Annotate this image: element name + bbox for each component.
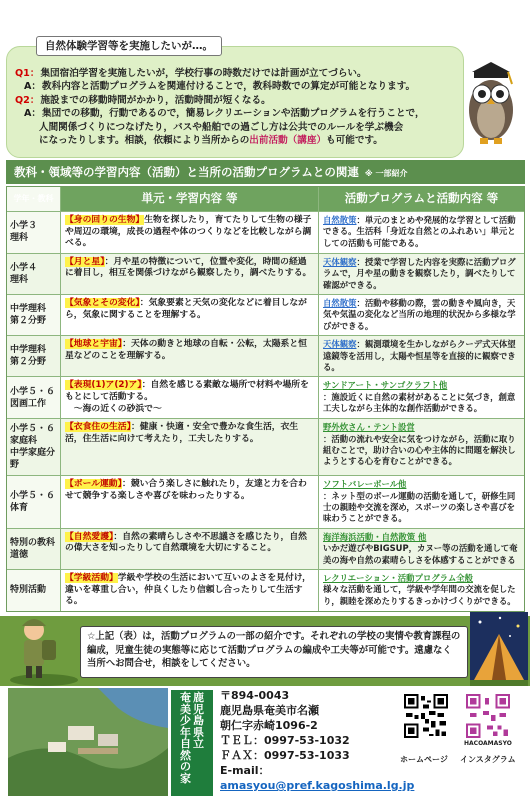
subject-line: 体育 [10,503,29,514]
program-text: ：活動や移動の際，雲の動きや風向き，天気や気温の変化など当所の地理的状況から多様な学びができる。 [323,298,516,331]
qa-text-pre: になったりします。相談，依頼により当所からの [39,135,250,147]
unit-tag: 【学級活動】 [65,573,118,584]
unit-text: ：自然の素晴らしさや不思議さを感じたり，自然の偉大さを知ったりして自然環境を大切にすること。 [65,531,307,554]
cell-unit [61,419,319,475]
subject-line: 図画工作 [10,398,47,409]
program-text: いかだ遊びやBIGSUP，カヌー等の活動を通して奄美の海や自然の素晴らしさを体感することができる [323,543,518,565]
subject-line: 中学理科 [10,304,47,315]
program-name: 海洋海浜活動・自然散策 他 [323,531,427,542]
unit-text: 学級や学校の生活において互いのよさを見付け，違いを尊重し合い，仲良くしたり信頼し合ったりして生活する。 [65,573,311,607]
qa-title: 自然体験学習等を実施したいが…。 [36,36,222,56]
qa-line [15,67,455,80]
unit-tag: 【月と星】 [65,256,105,267]
subject-line: 特別の教科 [10,537,56,548]
cell-subject [7,212,61,253]
qa-line [15,94,455,107]
unit-tag: 【身の回りの生物】 [65,215,145,225]
subject-line: 理科 [10,233,29,244]
program-name: 野外炊さん・テント設営 [323,422,415,433]
subject-line: 第２分野 [10,316,47,327]
subject-line: 中学家庭分野 [10,448,56,471]
unit-text: ：健康・快適・安全で豊かな食生活，衣生活，住生活に向けて考えたり，工夫したりする。 [65,422,299,444]
unit-tag: 【ボール運動】 [65,479,123,490]
table-row [7,376,524,418]
qa-text [39,134,455,147]
table-row [7,528,524,569]
table-heading [6,160,525,184]
unit-tag: 【衣食住の生活】 [65,422,131,433]
unit-tag: 【自然愛護】 [65,531,114,542]
subject-line: 小学４ [10,262,38,273]
tent-illustration [470,612,528,686]
cell-unit [61,570,319,611]
header-unit: 単元・学習内容 等 [61,187,319,211]
qa-text-post: も可能です。 [326,135,383,147]
table-row [7,475,524,528]
qa-line [15,134,455,147]
table-header-row [7,187,524,211]
note-box: ☆上記（表）は，活動プログラムの一部の紹介です。それぞれの学校の実情や教育課程の編成，児童生徒の実態等に応じて活動プログラムの編成や工夫等が可能です。遠慮なく当所へお問合せ，相談をしてください。 [80,626,468,678]
unit-tag: 【表現(1)ア(2)ア】 [65,380,142,391]
instagram-qr-code[interactable] [466,694,510,738]
telephone: ＴＥＬ：0997-53-1032 [220,734,350,747]
table-row [7,569,524,611]
cell-unit [61,529,319,569]
qa-line [15,80,455,93]
subject-line: 理科 [10,274,29,285]
address-line1: 鹿児島県奄美市名瀬 [220,704,319,717]
program-text: ：観測環境を生かしながらクーデ式天体望遠鏡等を活用し，太陽や恒星等を直接的に観察できる。 [323,339,516,373]
subject-line: 第２分野 [10,357,47,368]
cell-program [319,336,524,376]
subject-line: 道徳 [10,549,29,560]
table-row [7,211,524,253]
cell-subject [7,476,61,528]
cell-unit [61,377,319,418]
activity-table [6,186,525,612]
homepage-qr-code[interactable] [404,694,448,738]
program-name: サンドアート・サンゴクラフト他 [323,380,448,391]
table-heading-note: ※ 一部紹介 [364,169,408,178]
owl-illustration [460,58,522,150]
cell-unit [61,336,319,376]
program-text: 様々な活動を通して，学級や学年間の交流を促したり，親睦を深めたりするきっかけづくりができる。 [323,584,516,606]
cell-program [319,476,524,528]
unit-text: ：月や星の特徴について，位置や変化，時間の経過に着目し，相互を関係づけながら観察したり，調べたりする。 [65,256,312,279]
program-text: ：ネット型のボール運動の活動を通して，研修生同士の親睦や交流を深め，スポーツの楽しさや喜びを味わうことができる。 [323,490,516,524]
answer-label: A： [24,108,42,120]
header-subject: 学年・教科 [7,187,61,211]
subject-line: 特別活動 [10,585,47,596]
cell-program [319,295,524,335]
cell-program [319,377,524,418]
instagram-handle: HACOAMASYO [464,740,512,747]
answer-label [15,121,38,134]
cell-program [319,212,524,253]
question-label: Q1： [15,68,40,79]
email-label: E-mail： [220,764,270,777]
cell-subject [7,295,61,335]
unit-text: ：天体の動きと地球の自転・公転，太陽系と恒星などのことを理解する。 [65,339,307,361]
qa-text: 集団宿泊学習を実施したいが，学校行事の時数だけでは計画が立てづらい。 [40,68,367,79]
table-heading-title: 教科・領域等の学習内容（活動）と当所の活動プログラムとの関連 [14,165,359,179]
table-row [7,253,524,294]
organization-name-vertical [171,690,213,796]
cell-subject [7,419,61,475]
qa-text: 施設までの移動時間がかかり，活動時間が短くなる。 [40,94,271,106]
program-name: ソフトバレーボール他 [323,479,407,490]
postal-code: 〒894-0043 [220,689,290,702]
cell-unit [61,295,319,335]
table-row [7,418,524,475]
unit-tag: 【気象とその変化】 [65,298,140,308]
cell-program [319,529,524,569]
subject-line: 家庭科 [10,436,38,447]
qa-text: 教科内容と活動プログラムを関連付けることで，教科時数での算定が可能となります。 [42,81,416,93]
cell-program [319,254,524,294]
program-name: 自然散策 [323,298,357,308]
unit-text: ：競い合う楽しさに触れたり，友達と力を合わせて競争する楽しさや喜びを味わったりする。 [65,479,307,501]
address-line2: 朝仁字赤崎1096-2 [220,719,318,732]
email-line [220,763,415,793]
footer [0,686,530,800]
unit-text: ：気象要素と天気の変化などに着目しながら，気象に関することを理解する。 [65,298,307,320]
cell-program [319,419,524,475]
cell-subject [7,529,61,569]
program-text: ：単元のまとめや発展的な学習として活動できる。生活科「身近な自然とのふれあい」単元としての活動も可能である。 [323,215,516,248]
subject-line: 小学５・６ [10,491,56,502]
cell-subject [7,570,61,611]
instagram-label: インスタグラム [460,755,516,764]
cell-unit [61,212,319,253]
question-label: Q2： [15,94,40,106]
qa-line [15,121,455,134]
org-prefecture-col: 鹿 児 島 県 立 [193,691,204,750]
org-name-col: 奄 美 少 年 自 然 の 家 [180,691,191,785]
facility-aerial-photo [8,688,168,796]
cell-subject [7,377,61,418]
table-row [7,335,524,376]
subject-line: 小学５・６ [10,386,56,397]
program-text: ：授業で学習した内容を実際に活動プログラムで，月や星の動きを観察したり，調べたりして確認ができる。 [323,256,516,290]
homepage-label: ホームページ [400,755,448,764]
header-program: 活動プログラムと活動内容 等 [344,191,499,206]
cell-unit [61,476,319,528]
table-row [7,294,524,335]
qa-box [6,46,464,158]
program-name: 天体観察 [323,256,357,267]
unit-tag: 【地球と宇宙】 [65,339,123,350]
qa-line [15,107,455,120]
contact-info [220,688,415,793]
email-link[interactable]: amasyou@pref.kagoshima.lg.jp [220,779,415,792]
program-name: レクリエーション・活動プログラム全般 [323,573,473,584]
program-text: ：活動の流れや安全に気をつけながら，活動に取り組むことで，助け合いの心や主体的に問題を解決しようとする心を育むことができる。 [323,433,516,467]
hiker-illustration [4,610,82,686]
subject-line: 中学理科 [10,345,47,356]
unit-text: ：自然を感じる素敵な場所で材料や場所をもとにして活動する。 ～海の近くの砂浜で～ [65,380,309,414]
cell-subject [7,254,61,294]
answer-label [15,134,38,147]
program-name: 天体観察 [323,339,357,350]
subject-line: 小学３ [10,221,38,232]
qa-text-highlight: 出前活動（講座） [249,135,327,147]
cell-program [319,570,524,611]
subject-line: 小学５・６ [10,424,56,435]
answer-label: A： [24,81,42,93]
qa-section [6,32,526,152]
cell-unit [61,254,319,294]
cell-subject [7,336,61,376]
unit-text: 生物を探したり，育てたりして生物の様子や周辺の環境，成長の過程や体のつくりなどを比較しながら調べる。 [65,215,312,249]
program-text: ：施設近くに自然の素材があることに気づき，創意工夫しながら主体的な創作活動ができる。 [323,391,516,414]
qa-text: 集団での移動，行動であるので，簡易レクリエーションや活動プログラムを行うことで， [42,108,425,120]
program-name: 自然散策 [323,215,357,225]
qa-text: 人間関係づくりにつなげたり，バスや船舶での過ごし方は公共でのルールを学ぶ機会 [39,121,404,133]
fax: ＦＡＸ：0997-53-1033 [220,749,350,762]
